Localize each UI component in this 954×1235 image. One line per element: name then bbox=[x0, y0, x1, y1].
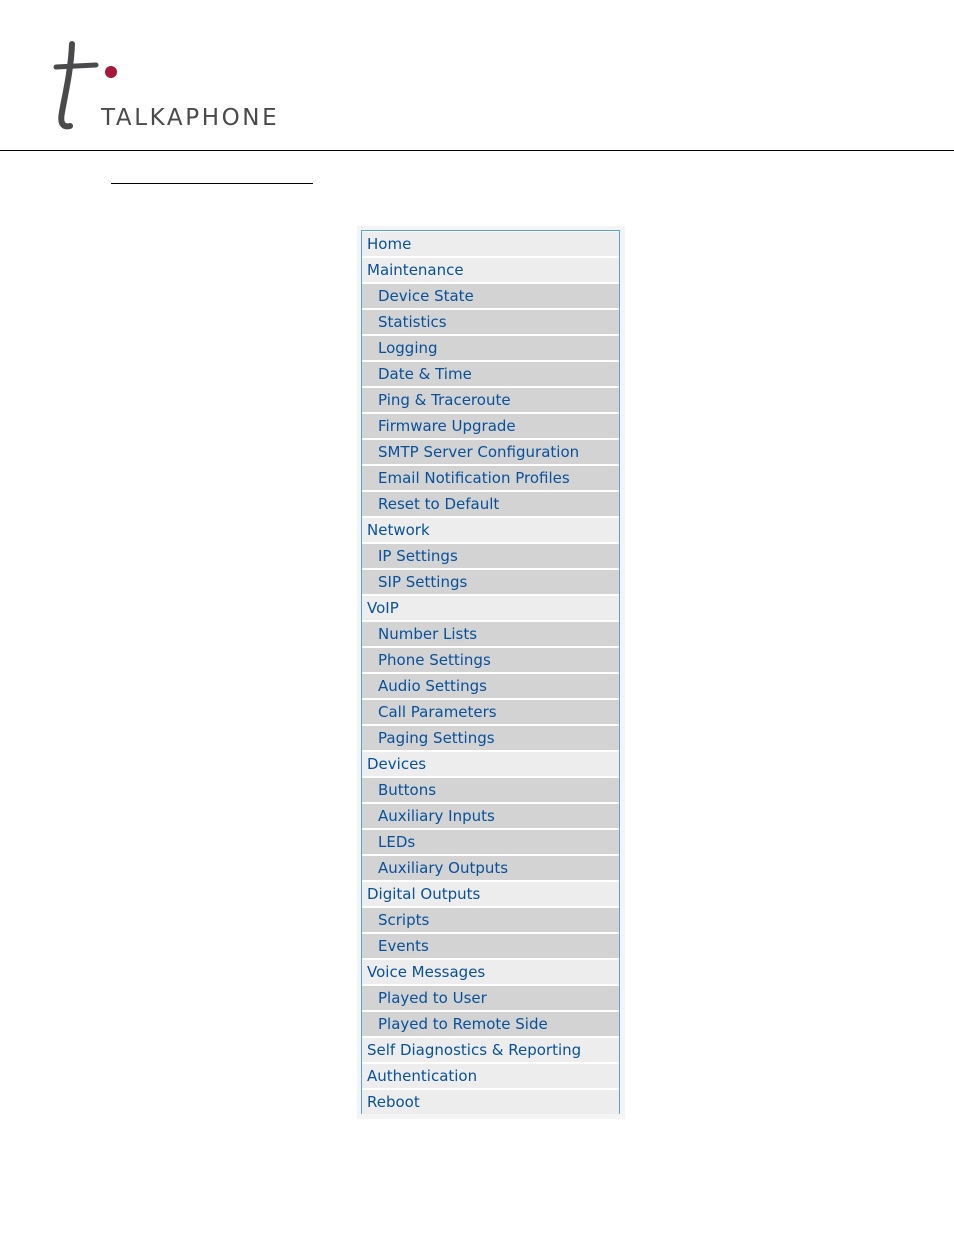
menu-item-maintenance[interactable]: Maintenance bbox=[362, 258, 619, 282]
menu-item-sip-settings[interactable]: SIP Settings bbox=[362, 570, 619, 594]
menu-item-audio-settings[interactable]: Audio Settings bbox=[362, 674, 619, 698]
menu-item-played-to-remote-side[interactable]: Played to Remote Side bbox=[362, 1012, 619, 1036]
menu-item-paging-settings[interactable]: Paging Settings bbox=[362, 726, 619, 750]
menu-item-reboot[interactable]: Reboot bbox=[362, 1090, 619, 1114]
menu-item-ping-and-traceroute[interactable]: Ping & Traceroute bbox=[362, 388, 619, 412]
menu-item-call-parameters[interactable]: Call Parameters bbox=[362, 700, 619, 724]
menu-item-email-notification-profiles[interactable]: Email Notification Profiles bbox=[362, 466, 619, 490]
menu-item-device-state[interactable]: Device State bbox=[362, 284, 619, 308]
menu-item-leds[interactable]: LEDs bbox=[362, 830, 619, 854]
header-divider bbox=[0, 150, 954, 151]
menu-item-statistics[interactable]: Statistics bbox=[362, 310, 619, 334]
menu-item-smtp-server-configuration[interactable]: SMTP Server Configuration bbox=[362, 440, 619, 464]
menu-item-auxiliary-inputs[interactable]: Auxiliary Inputs bbox=[362, 804, 619, 828]
menu-item-scripts[interactable]: Scripts bbox=[362, 908, 619, 932]
menu-item-played-to-user[interactable]: Played to User bbox=[362, 986, 619, 1010]
menu-item-devices[interactable]: Devices bbox=[362, 752, 619, 776]
menu-item-ip-settings[interactable]: IP Settings bbox=[362, 544, 619, 568]
menu-item-auxiliary-outputs[interactable]: Auxiliary Outputs bbox=[362, 856, 619, 880]
menu-item-number-lists[interactable]: Number Lists bbox=[362, 622, 619, 646]
menu-item-date-and-time[interactable]: Date & Time bbox=[362, 362, 619, 386]
menu-item-home[interactable]: Home bbox=[362, 232, 619, 256]
menu-item-authentication[interactable]: Authentication bbox=[362, 1064, 619, 1088]
menu-item-voip[interactable]: VoIP bbox=[362, 596, 619, 620]
menu-item-self-diagnostics-and-reporting[interactable]: Self Diagnostics & Reporting bbox=[362, 1038, 619, 1062]
navigation-menu bbox=[361, 230, 620, 1114]
brand-name: TALKAPHONE bbox=[101, 105, 280, 131]
menu-item-voice-messages[interactable]: Voice Messages bbox=[362, 960, 619, 984]
menu-item-digital-outputs[interactable]: Digital Outputs bbox=[362, 882, 619, 906]
menu-item-events[interactable]: Events bbox=[362, 934, 619, 958]
section-heading-underline bbox=[111, 183, 313, 184]
menu-item-network[interactable]: Network bbox=[362, 518, 619, 542]
menu-item-firmware-upgrade[interactable]: Firmware Upgrade bbox=[362, 414, 619, 438]
menu-item-buttons[interactable]: Buttons bbox=[362, 778, 619, 802]
menu-item-logging[interactable]: Logging bbox=[362, 336, 619, 360]
menu-item-reset-to-default[interactable]: Reset to Default bbox=[362, 492, 619, 516]
menu-item-phone-settings[interactable]: Phone Settings bbox=[362, 648, 619, 672]
